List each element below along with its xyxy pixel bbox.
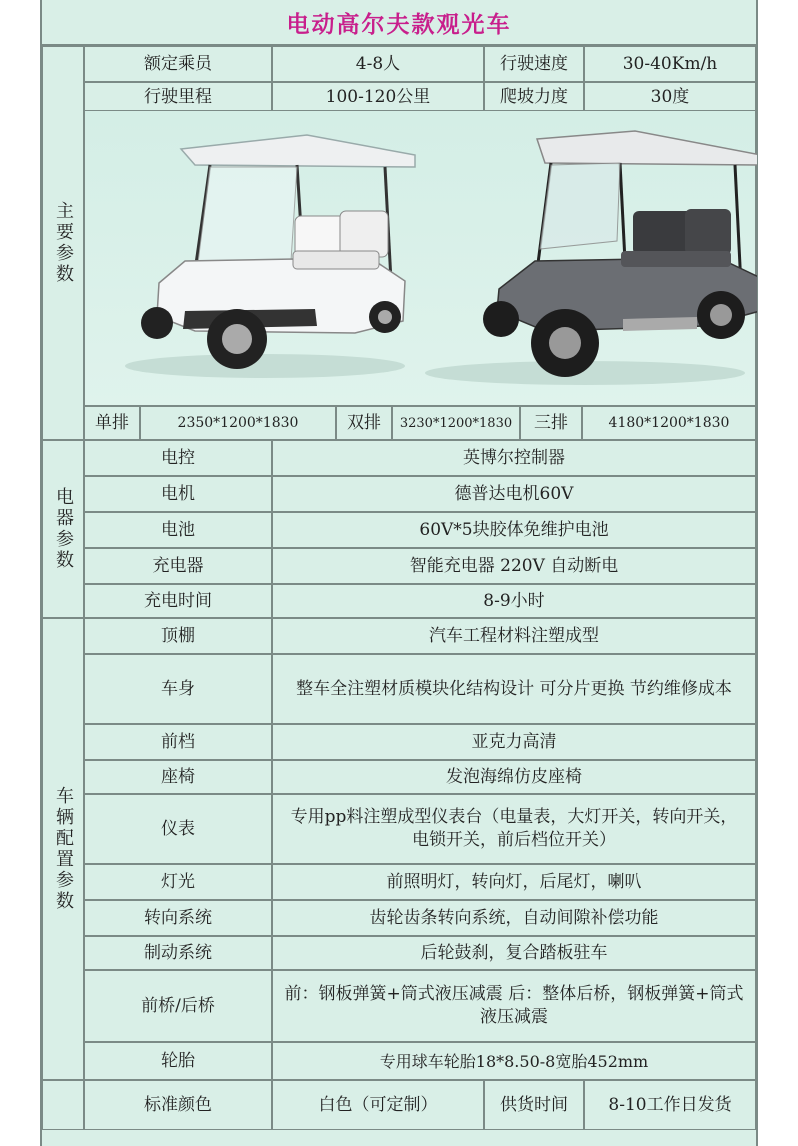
spec-value: 100-120公里	[272, 82, 484, 112]
spec-value: 齿轮齿条转向系统，自动间隙补偿功能	[272, 900, 756, 936]
spec-label: 顶棚	[84, 618, 272, 654]
spec-value: 8-10工作日发货	[584, 1080, 756, 1130]
section-electric-params	[42, 440, 84, 618]
section-blank	[42, 1080, 84, 1130]
dimension-label: 三排	[520, 406, 582, 440]
spec-value: 亚克力高清	[272, 724, 756, 760]
spec-label: 仪表	[84, 794, 272, 864]
spec-label: 额定乘员	[84, 46, 272, 82]
spec-label: 转向系统	[84, 900, 272, 936]
spec-label: 充电器	[84, 548, 272, 584]
spec-value: 后轮鼓刹，复合踏板驻车	[272, 936, 756, 970]
dimension-label: 双排	[336, 406, 392, 440]
spec-label: 前桥/后桥	[84, 970, 272, 1042]
spec-label: 座椅	[84, 760, 272, 794]
section-vehicle-config	[42, 618, 84, 1080]
spec-value: 专用球车轮胎18*8.50-8宽胎452mm	[272, 1042, 756, 1080]
spec-value: 智能充电器 220V 自动断电	[272, 548, 756, 584]
spec-label: 充电时间	[84, 584, 272, 618]
spec-value: 发泡海绵仿皮座椅	[272, 760, 756, 794]
spec-value: 8-9小时	[272, 584, 756, 618]
spec-label: 电机	[84, 476, 272, 512]
spec-label: 供货时间	[484, 1080, 584, 1130]
spec-label: 制动系统	[84, 936, 272, 970]
dimension-value: 2350*1200*1830	[140, 406, 336, 440]
section-label: 主要参数	[53, 201, 74, 285]
spec-label: 爬坡力度	[484, 82, 584, 112]
page-title: 电动高尔夫款观光车	[42, 0, 756, 46]
spec-value: 60V*5块胶体免维护电池	[272, 512, 756, 548]
section-main-params	[42, 46, 84, 440]
spec-label: 行驶里程	[84, 82, 272, 112]
spec-value: 整车全注塑材质模块化结构设计 可分片更换 节约维修成本	[272, 654, 756, 724]
spec-label: 行驶速度	[484, 46, 584, 82]
spec-label: 前档	[84, 724, 272, 760]
spec-value: 前：钢板弹簧+筒式液压减震 后：整体后桥，钢板弹簧+筒式液压减震	[272, 970, 756, 1042]
white-golf-cart-image	[125, 135, 415, 378]
spec-label: 灯光	[84, 864, 272, 900]
spec-value: 专用pp料注塑成型仪表台（电量表，大灯开关，转向开关，电锁开关，前后档位开关）	[272, 794, 756, 864]
section-label: 车辆配置参数	[53, 786, 74, 912]
spec-sheet	[40, 0, 758, 1146]
dimension-value: 4180*1200*1830	[582, 406, 756, 440]
spec-value: 汽车工程材料注塑成型	[272, 618, 756, 654]
spec-value: 4-8人	[272, 46, 484, 82]
spec-value: 白色（可定制）	[272, 1080, 484, 1130]
spec-label: 电池	[84, 512, 272, 548]
dimension-label: 单排	[84, 406, 140, 440]
spec-value: 30-40Km/h	[584, 46, 756, 82]
product-photo	[84, 110, 756, 406]
spec-label: 车身	[84, 654, 272, 724]
spec-value: 英博尔控制器	[272, 440, 756, 476]
gray-offroad-golf-cart-image	[425, 131, 757, 385]
section-label: 电器参数	[53, 487, 74, 571]
spec-value: 30度	[584, 82, 756, 112]
spec-label: 轮胎	[84, 1042, 272, 1080]
spec-value: 德普达电机60V	[272, 476, 756, 512]
spec-value: 前照明灯，转向灯，后尾灯，喇叭	[272, 864, 756, 900]
spec-label: 标准颜色	[84, 1080, 272, 1130]
dimension-value: 3230*1200*1830	[392, 406, 520, 440]
spec-label: 电控	[84, 440, 272, 476]
